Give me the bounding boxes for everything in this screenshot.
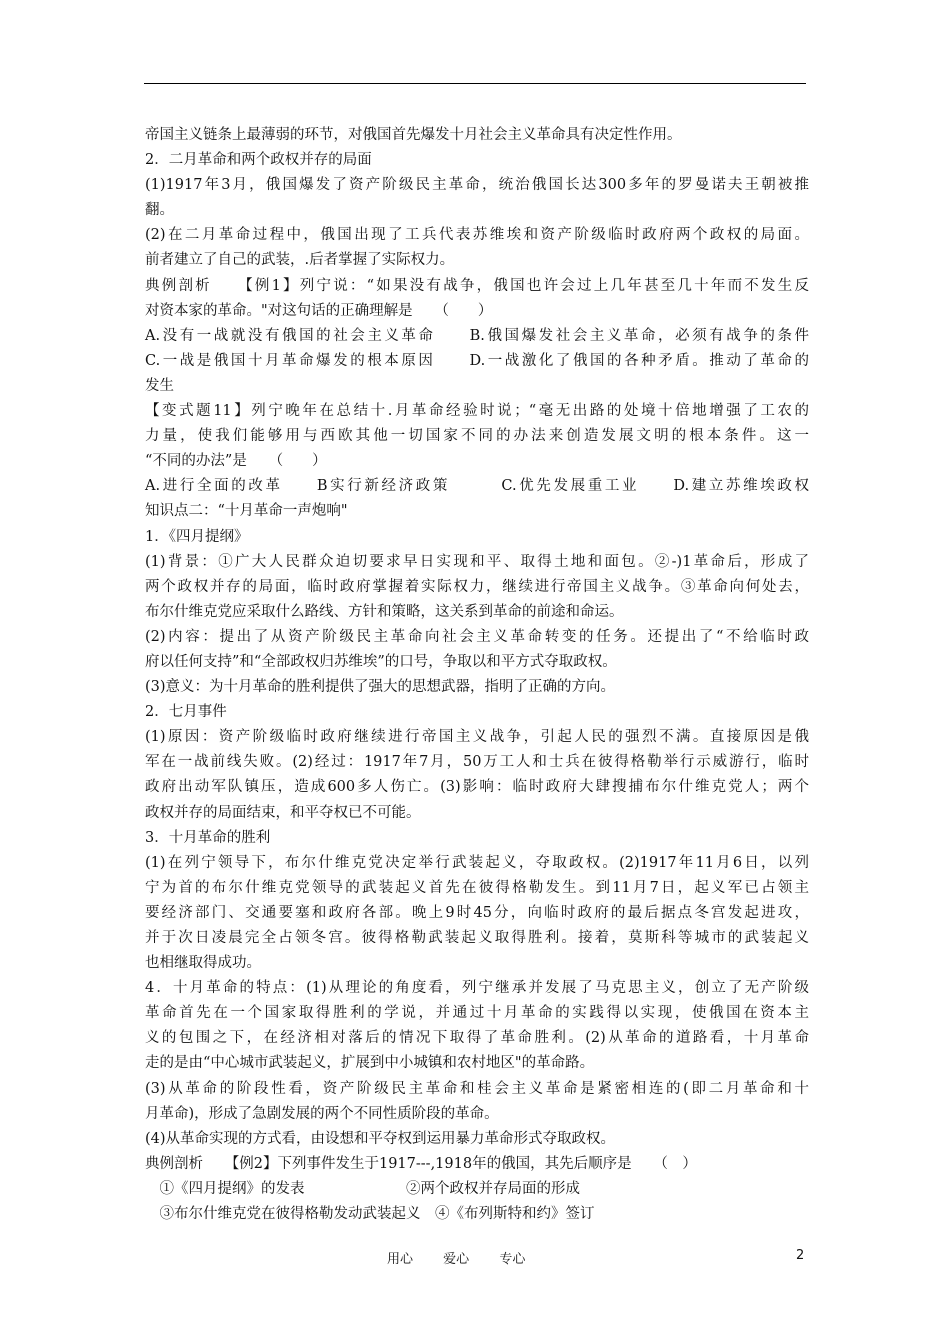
text-line: 军在一战前线失败。(2)经过：1917年7月，50万工人和士兵在彼得格勒举行示威游行，临时 (145, 754, 809, 771)
page-number: 2 (796, 1248, 805, 1263)
text-line: 政权并存的局面结束，和平夺权已不可能。 (145, 804, 421, 821)
text-line: 发生 (145, 377, 174, 394)
text-line: 【变式题11】列宁晚年在总结十.月革命经验时说；“毫无出路的处境十倍地增强了工农的 (145, 403, 809, 420)
text-line: 2．二月革命和两个政权并存的局面 (145, 152, 372, 169)
text-line: (3)意义：为十月革命的胜利提供了强大的思想武器，指明了正确的方向。 (145, 679, 616, 696)
footer (387, 1248, 551, 1267)
text-line: 革命首先在一个国家取得胜利的学说，并通过十月革命的实践得以实现，使俄国在资本主 (145, 1005, 809, 1022)
text-line: 典例剖析 【例1】列宁说：“如果没有战争，俄国也许会过上几年甚至几十年而不发生反 (145, 277, 809, 294)
footer-text-3: 专心 (499, 1252, 526, 1267)
text-line: (1)1917年3月，俄国爆发了资产阶级民主革命，统治俄国长达300多年的罗曼诺夫王朝被推 (145, 177, 809, 194)
text-line: (1)背景：①广大人民群众迫切要求早日实现和平、取得土地和面包。②-)1革命后，形成了 (145, 553, 809, 570)
text-line: 义的包围之下，在经济相对落后的情况下取得了革命胜利。(2)从革命的道路看，十月革命 (145, 1030, 809, 1047)
text-line: “不同的办法”是 （ ） (145, 453, 327, 470)
text-line: 知识点二：“十月革命一声炮响" (145, 503, 348, 520)
header-rule (144, 83, 806, 84)
footer-text-2: 爱心 (443, 1252, 470, 1267)
text-line: 要经济部门、交通要塞和政府各部。晚上9时45分，向临时政府的最后据点冬宫发起进攻， (145, 904, 809, 921)
text-line: 政府出动军队镇压，造成600多人伤亡。(3)影响：临时政府大肆搜捕布尔什维克党人；两个 (145, 779, 809, 796)
text-line: A.进行全面的改革 B实行新经济政策 C.优先发展重工业 D.建立苏维埃政权 (145, 478, 809, 495)
text-line: 也相继取得成功。 (145, 955, 261, 972)
text-line: A.没有一战就没有俄国的社会主义革命 B.俄国爆发社会主义革命，必须有战争的条件 (145, 327, 809, 344)
text-line: 并于次日凌晨完全占领冬宫。彼得格勒武装起义取得胜利。接着，莫斯科等城市的武装起义 (145, 930, 809, 946)
text-line: 宁为首的布尔什维克党领导的武装起义首先在彼得格勒发生。到11月7日，起义军已占领主 (145, 879, 809, 896)
text-line: (1)原因：资产阶级临时政府继续进行帝国主义战争，引起人民的强烈不满。直接原因是俄 (145, 729, 809, 746)
text-line: 府以任何支持”和“全部政权归苏维埃”的口号，争取以和平方式夺取政权。 (145, 653, 617, 670)
footer-text-1: 用心 (387, 1252, 414, 1267)
text-line: 翻。 (145, 202, 174, 219)
text-line: 1．《四月提纲》 (145, 528, 249, 545)
text-line: 4．十月革命的特点：(1)从理论的角度看，列宁继承并发展了马克思主义，创立了无产阶级 (145, 980, 809, 997)
text-line: (2)在二月革命过程中，俄国出现了工兵代表苏维埃和资产阶级临时政府两个政权的局面。 (145, 227, 809, 244)
text-line: 月革命)，形成了急剧发展的两个不同性质阶段的革命。 (145, 1105, 499, 1122)
text-line: ③布尔什维克党在彼得格勒发动武装起义 ④《布列斯特和约》签订 (145, 1206, 595, 1223)
text-line: 布尔什维克党应采取什么路线、方针和策略，这关系到革命的前途和命运。 (145, 603, 624, 620)
text-line: 前者建立了自己的武装，.后者掌握了实际权力。 (145, 252, 455, 269)
text-line: 典例剖析 【例2】下列事件发生于1917---,1918年的俄国，其先后顺序是 （ ） (145, 1155, 697, 1172)
text-line: (3)从革命的阶段性看，资产阶级民主革命和桂会主义革命是紧密相连的(即二月革命和十 (145, 1080, 809, 1097)
text-line: 走的是由“中心城市武装起义，扩展到中小城镇和农村地区"的革命路。 (145, 1055, 595, 1072)
text-line: C.一战是俄国十月革命爆发的根本原因 D.一战激化了俄国的各种矛盾。推动了革命的 (145, 352, 809, 369)
text-line: 对资本家的革命。"对这句话的正确理解是 （ ） (145, 302, 493, 319)
text-line: (2)内容：提出了从资产阶级民主革命向社会主义革命转变的任务。还提出了“不给临时政 (145, 628, 809, 645)
text-line: ①《四月提纲》的发表 ②两个政权并存局面的形成 (145, 1180, 580, 1197)
text-line: 3．十月革命的胜利 (145, 829, 271, 846)
text-line: 2．七月事件 (145, 704, 227, 721)
text-line: 两个政权并存的局面，临时政府掌握着实际权力，继续进行帝国主义战争。③革命向何处去， (145, 578, 809, 595)
text-line: 帝国主义链条上最薄弱的环节，对俄国首先爆发十月社会主义革命具有决定性作用。 (145, 127, 682, 143)
text-line: 力量，使我们能够用与西欧其他一切国家不同的办法来创造发展文明的根本条件。这一 (145, 428, 809, 445)
text-line: (4)从革命实现的方式看，由设想和平夺权到运用暴力革命形式夺取政权。 (145, 1130, 616, 1147)
text-line: (1)在列宁领导下，布尔什维克党决定举行武装起义，夺取政权。(2)1917年11月6日，以列 (145, 854, 809, 871)
body-text (145, 123, 809, 1227)
